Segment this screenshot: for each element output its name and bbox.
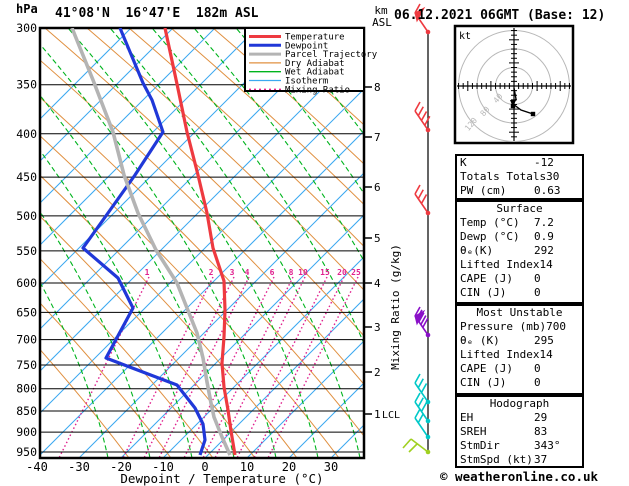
stat-value: 83 — [534, 425, 548, 438]
pressure-tick-label: 400 — [16, 126, 37, 141]
stat-value: 0 — [534, 362, 541, 375]
stat-label: Pressure (mb) — [460, 320, 547, 333]
mixing-ratio-tick-label: 2 — [208, 268, 214, 277]
mixing-ratio-tick-label: 10 — [298, 268, 308, 277]
page-title: 41°08'N 16°47'E 182m ASL — [55, 6, 259, 21]
wind-barb-staff — [403, 4, 430, 454]
stat-row — [457, 184, 582, 198]
stat-row — [457, 244, 582, 258]
x-axis-title: Dewpoint / Temperature (°C) — [120, 471, 324, 486]
stat-label: SREH — [460, 425, 487, 438]
stat-row — [457, 170, 582, 184]
stat-value: 295 — [534, 334, 554, 347]
km-tick-label: 5 — [374, 232, 381, 245]
stat-value: 7.2 — [534, 216, 554, 229]
stat-label: CIN (J) — [460, 376, 507, 389]
stat-value: 292 — [534, 244, 554, 257]
pressure-tick-label: 300 — [16, 21, 37, 35]
stat-row — [457, 439, 582, 453]
pressure-tick-label: 500 — [16, 208, 37, 223]
hodograph-ring-label: 40 — [491, 91, 505, 105]
mixing-ratio-tick-label: 8 — [288, 268, 294, 277]
hodograph — [455, 26, 573, 143]
legend — [245, 28, 378, 95]
hodograph-ring-label: 80 — [478, 104, 492, 118]
temp-tick-label: -10 — [152, 460, 174, 474]
stat-label: EH — [460, 411, 474, 424]
stat-row — [457, 362, 582, 376]
stat-label: Totals Totals — [460, 170, 547, 183]
panel-surface-title: Surface — [496, 202, 543, 215]
pressure-unit-label: hPa — [16, 2, 38, 16]
pressure-tick-label: 650 — [16, 305, 37, 320]
mixing-ratio-tick-label: 6 — [269, 268, 275, 277]
legend-label: Temperature — [285, 32, 345, 43]
stat-label: θₑ(K) — [460, 244, 494, 257]
legend-label: Dry Adiabat — [285, 58, 345, 69]
legend-label: Wet Adiabat — [285, 67, 345, 78]
stat-row — [457, 453, 582, 467]
stat-label: K — [460, 156, 467, 169]
temp-tick-label: -30 — [68, 460, 90, 474]
stat-label: Lifted Index — [460, 258, 540, 271]
temp-tick-label: -20 — [110, 460, 132, 474]
mixing-ratio-tick-label: 1 — [144, 268, 150, 277]
copyright-label: © weatheronline.co.uk — [440, 469, 599, 484]
mixing-ratio-axis-title: Mixing Ratio (g/kg) — [389, 244, 402, 370]
lcl-label: LCL — [382, 410, 401, 421]
stat-row — [457, 216, 582, 230]
mixing-ratio-tick-label: 25 — [351, 268, 361, 277]
km-axis-asl: ASL — [372, 16, 392, 29]
legend-label: Parcel Trajectory — [285, 50, 378, 61]
stat-value: 0 — [534, 272, 541, 285]
legend-label: Mixing Ratio — [285, 85, 351, 96]
km-axis-unit: km — [374, 4, 388, 17]
pressure-tick-label: 700 — [16, 332, 37, 347]
stat-label: θₑ (K) — [460, 334, 500, 347]
stat-label: Dewp (°C) — [460, 230, 520, 243]
km-tick-label: 4 — [374, 277, 381, 290]
wind-barb — [403, 439, 430, 454]
pressure-tick-label: 950 — [16, 444, 37, 459]
legend-label: Isotherm — [285, 76, 329, 87]
temp-tick-label: -40 — [26, 460, 48, 474]
temperature-axis — [26, 460, 338, 486]
stat-row — [457, 320, 582, 334]
km-tick-label: 8 — [374, 81, 381, 94]
panel-most-unstable — [455, 304, 584, 395]
temp-tick-label: 0 — [201, 460, 209, 474]
pressure-tick-label: 350 — [16, 77, 37, 92]
mixing-ratio-tick-label: 15 — [320, 268, 330, 277]
stat-value: 0 — [534, 376, 541, 389]
panel-hodograph — [455, 395, 584, 468]
stat-value: 37 — [534, 453, 548, 466]
hodograph-marker — [511, 104, 515, 108]
km-tick-label: 3 — [374, 321, 381, 334]
stat-label: Temp (°C) — [460, 216, 520, 229]
stat-label: CAPE (J) — [460, 362, 513, 375]
stat-value: 0.63 — [534, 184, 561, 197]
stat-row — [457, 411, 582, 425]
stat-value: 343° — [534, 439, 561, 452]
mixing-ratio-tick-label: 3 — [229, 268, 235, 277]
km-tick-label: 1 — [374, 408, 381, 421]
stat-value: 14 — [539, 258, 553, 271]
pressure-tick-label: 600 — [16, 275, 37, 290]
stat-value: 30 — [546, 170, 560, 183]
temp-tick-label: 10 — [239, 460, 255, 474]
pressure-tick-label: 450 — [16, 170, 37, 185]
stat-label: CIN (J) — [460, 286, 507, 299]
stat-label: Lifted Index — [460, 348, 540, 361]
legend-label: Dewpoint — [285, 41, 329, 52]
hodograph-unit-label: kt — [459, 31, 472, 42]
stat-label: CAPE (J) — [460, 272, 513, 285]
temperature-curve — [165, 28, 235, 455]
stat-row — [457, 286, 582, 300]
stat-value: -12 — [534, 156, 554, 169]
stat-row — [457, 258, 582, 272]
panel-hodograph-title: Hodograph — [489, 397, 550, 410]
stat-row — [457, 156, 582, 170]
stat-row — [457, 376, 582, 390]
panel-most-unstable-title: Most Unstable — [476, 306, 563, 319]
hodograph-ring-label: 120 — [462, 115, 480, 133]
km-tick-label: 7 — [374, 131, 381, 144]
stat-row — [457, 334, 582, 348]
stat-row — [457, 230, 582, 244]
stat-value: 29 — [534, 411, 548, 424]
pressure-tick-label: 850 — [16, 404, 37, 419]
datetime-label: 06.12.2021 06GMT (Base: 12) — [394, 8, 606, 23]
temp-tick-label: 30 — [323, 460, 339, 474]
stat-label: StmDir — [460, 439, 500, 452]
pressure-tick-label: 750 — [16, 358, 37, 373]
pressure-tick-label: 800 — [16, 381, 37, 396]
hodograph-marker — [531, 112, 535, 116]
mixing-ratio-tick-label: 4 — [244, 268, 250, 277]
km-tick-label: 6 — [374, 181, 381, 194]
stat-label: StmSpd (kt) — [460, 453, 533, 466]
pressure-tick-label: 900 — [16, 425, 37, 440]
stat-row — [457, 272, 582, 286]
stat-value: 14 — [539, 348, 553, 361]
km-tick-label: 2 — [374, 366, 381, 379]
temp-tick-label: 20 — [281, 460, 297, 474]
sounding-curves — [72, 28, 235, 455]
stat-row — [457, 348, 582, 362]
stat-row — [457, 425, 582, 439]
stat-value: 700 — [546, 320, 566, 333]
stat-value: 0 — [534, 286, 541, 299]
stat-value: 0.9 — [534, 230, 554, 243]
panel-surface — [455, 200, 584, 304]
mixing-ratio-tick-label: 20 — [337, 268, 347, 277]
stat-label: PW (cm) — [460, 184, 507, 197]
dewpoint-curve — [83, 28, 205, 455]
pressure-tick-label: 550 — [16, 243, 37, 258]
panel-stats — [455, 154, 584, 200]
